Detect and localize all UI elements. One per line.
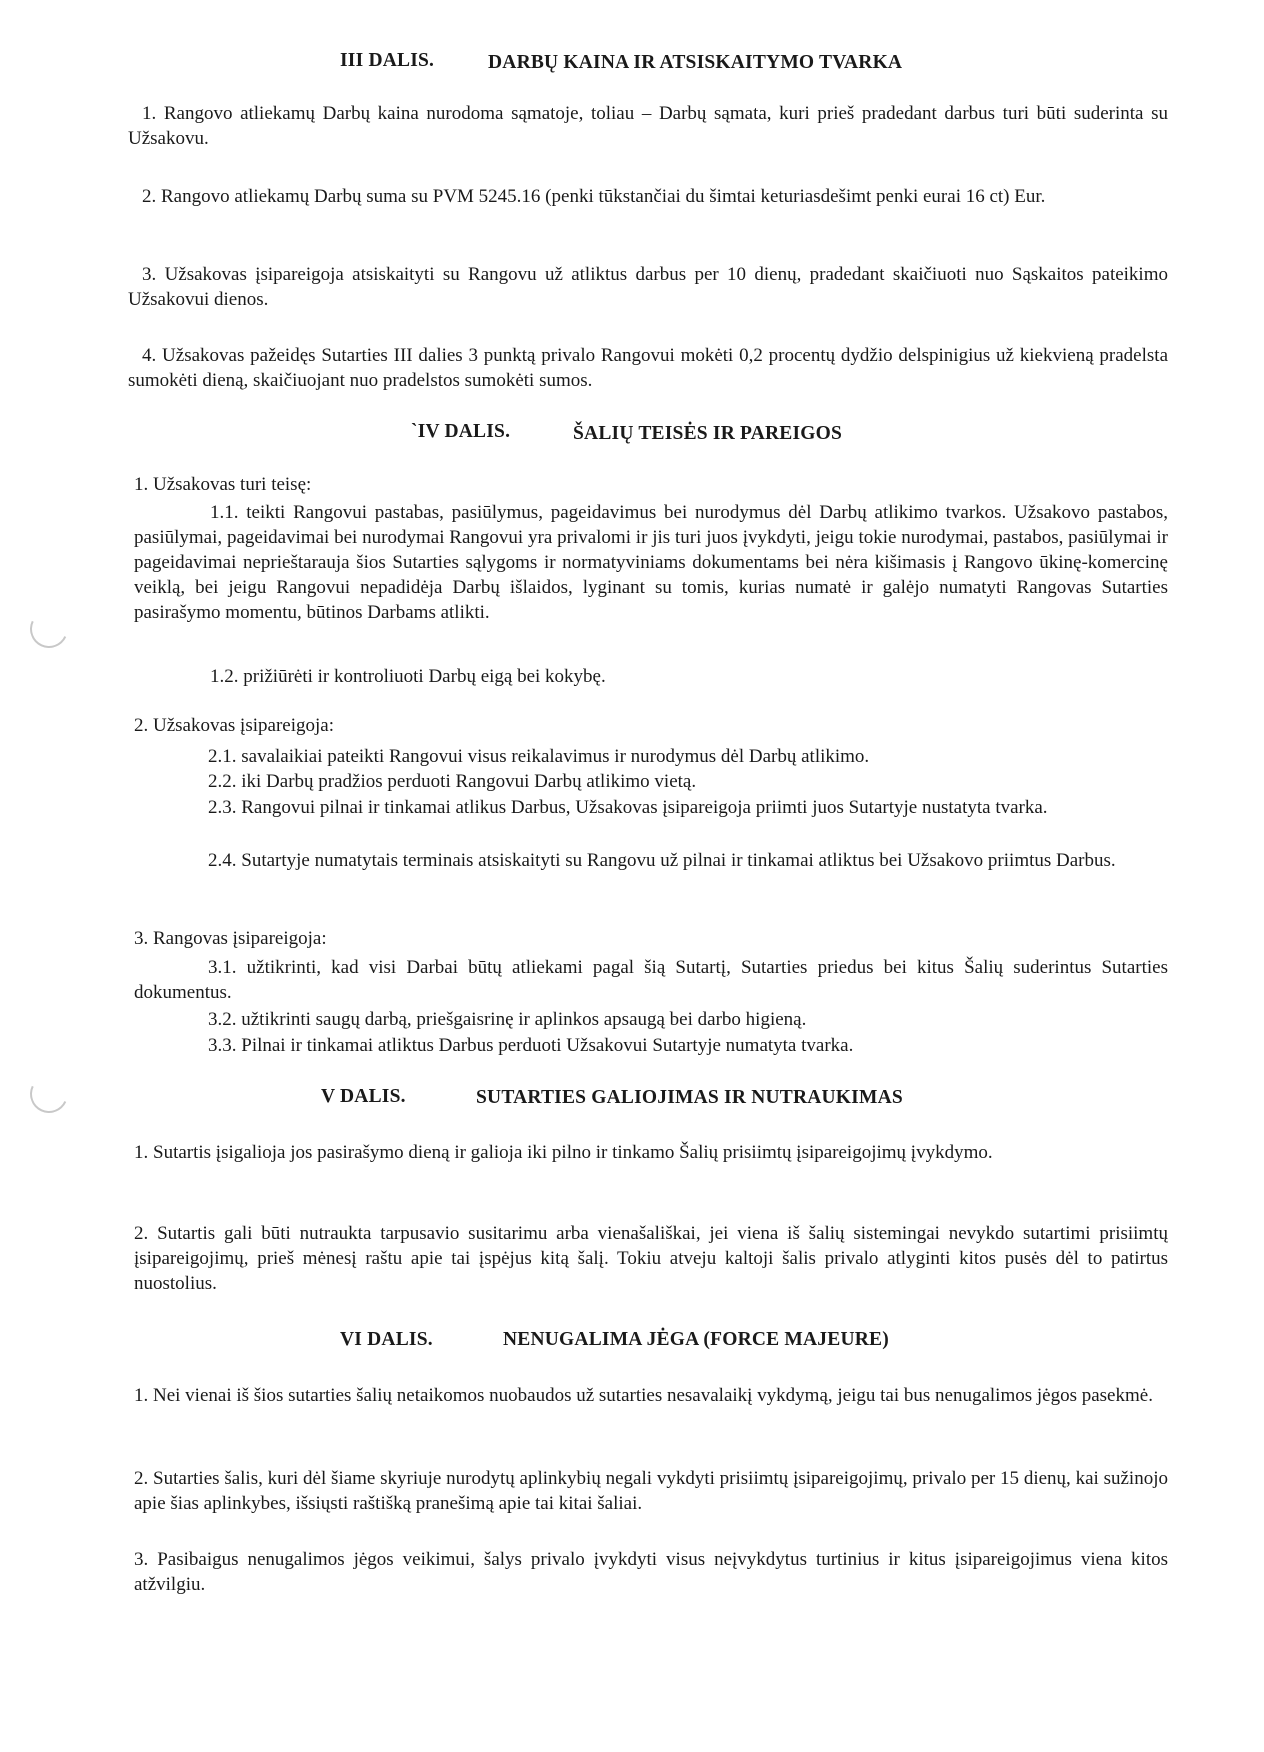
list-item: 3.3. Pilnai ir tinkamai atliktus Darbus perduoti Užsakovui Sutartyje numatyta tvarka. xyxy=(208,1035,854,1056)
paragraph: 2. Sutarties šalis, kuri dėl šiame skyriuje nurodytų aplinkybių negali vykdyti prisiimtų įsipareigojimų, privalo per 15 dienų, kai sužinojo apie šias aplinkybes, išsiųsti raštišką pranešimą apie tai kitai šaliai. xyxy=(134,1468,1168,1514)
list-item: 2.4. Sutartyje numatytais terminais atsiskaityti su Rangovu už pilnai ir tinkamai atliktus bei Užsakovo priimtus Darbus. xyxy=(208,850,1116,871)
section-title: SUTARTIES GALIOJIMAS IR NUTRAUKIMAS xyxy=(476,1087,903,1108)
paragraph: 1. Rangovo atliekamų Darbų kaina nurodoma sąmatoje, toliau – Darbų sąmata, kuri prieš pradedant darbus turi būti suderinta su Užsakovu. xyxy=(128,103,1168,149)
paragraph: 2. Sutartis gali būti nutraukta tarpusavio susitarimu arba vienašališkai, jei viena iš šalių sistemingai nevykdo sutartimi prisiimtų įsipareigojimų, prieš mėnesį raštu apie tai įspėjus kitą šalį. Tokiu atveju kaltoji šalis privalo atlyginti kitos pusės dėl to patirtus nuostolius. xyxy=(134,1223,1168,1294)
subheading: 2. Užsakovas įsipareigoja: xyxy=(134,715,334,736)
section-heading xyxy=(340,1329,433,1351)
subheading: 3. Rangovas įsipareigoja: xyxy=(134,928,327,949)
paragraph: 3. Pasibaigus nenugalimos jėgos veikimui, šalys privalo įvykdyti visus neįvykdytus turtinius ir kitus įsipareigojimus viena kitos atžvilgiu. xyxy=(134,1549,1168,1595)
punch-hole-mark xyxy=(25,605,74,654)
section-title: NENUGALIMA JĖGA (FORCE MAJEURE) xyxy=(503,1329,889,1350)
paragraph: 1. Nei vienai iš šios sutarties šalių netaikomos nuobaudos už sutarties nesavalaikį vykdymą, jeigu tai bus nenugalimos jėgos pasekmė. xyxy=(134,1385,1153,1406)
section-title: ŠALIŲ TEISĖS IR PAREIGOS xyxy=(573,423,843,444)
list-item: 2.1. savalaikiai pateikti Rangovui visus reikalavimus ir nurodymus dėl Darbų atlikimo. xyxy=(208,746,870,767)
section-number: VI DALIS. xyxy=(340,1329,433,1350)
list-item: 1.2. prižiūrėti ir kontroliuoti Darbų eigą bei kokybę. xyxy=(210,666,606,687)
section-heading xyxy=(411,421,510,443)
section-number: V DALIS. xyxy=(321,1086,406,1107)
paragraph: 1.1. teikti Rangovui pastabas, pasiūlymus, pageidavimus bei nurodymus dėl Darbų atlikimo tvarkos. Užsakovo pastabos, pasiūlymai, pageidavimai bei nurodymai Rangovui yra privalomi ir jis turi juos įvykdyti, jeigu tokie nurodymai, pastabos, pasiūlymai ir pageidavimai neprieštarauja šios Sutarties sąlygoms ir normatyviniams dokumentams bei nėra kišimasis į Rangovo ūkinę-komercinę veiklą, bei jeigu Rangovui nepadidėja Darbų išlaidos, lyginant su tomis, kurias numatė ir galėjo numatyti Rangovas Sutarties pasirašymo momentu, būtinos Darbams atlikti. xyxy=(134,502,1168,623)
paragraph: 3.1. užtikrinti, kad visi Darbai būtų atliekami pagal šią Sutartį, Sutarties priedus bei kitus Šalių suderintus Sutarties dokumentus. xyxy=(134,957,1168,1003)
paragraph: 4. Užsakovas pažeidęs Sutarties III dalies 3 punktą privalo Rangovui mokėti 0,2 procentų dydžio delspinigius už kiekvieną pradelsta sumokėti dieną, skaičiuojant nuo pradelstos sumokėti sumos. xyxy=(128,345,1168,391)
section-heading xyxy=(321,1086,406,1108)
paragraph: 2. Rangovo atliekamų Darbų suma su PVM 5245.16 (penki tūkstančiai du šimtai keturiasdešimt penki eurai 16 ct) Eur. xyxy=(142,186,1046,207)
subheading: 1. Užsakovas turi teisę: xyxy=(134,474,312,495)
section-heading xyxy=(340,50,434,72)
section-number: `IV DALIS. xyxy=(411,421,511,442)
section-number: III DALIS. xyxy=(340,50,435,71)
list-item: 3.2. užtikrinti saugų darbą, priešgaisrinę ir aplinkos apsaugą bei darbo higieną. xyxy=(208,1009,807,1030)
section-title: DARBŲ KAINA IR ATSISKAITYMO TVARKA xyxy=(488,52,903,73)
paragraph: 1. Sutartis įsigalioja jos pasirašymo dieną ir galioja iki pilno ir tinkamo Šalių prisiimtų įsipareigojimų įvykdymo. xyxy=(134,1142,993,1163)
punch-hole-mark xyxy=(25,1070,74,1119)
list-item: 2.3. Rangovui pilnai ir tinkamai atlikus Darbus, Užsakovas įsipareigoja priimti juos Sutartyje nustatyta tvarka. xyxy=(208,797,1048,818)
paragraph: 3. Užsakovas įsipareigoja atsiskaityti su Rangovu už atliktus darbus per 10 dienų, pradedant skaičiuoti nuo Sąskaitos pateikimo Užsakovui dienos. xyxy=(128,264,1168,310)
list-item: 2.2. iki Darbų pradžios perduoti Rangovui Darbų atlikimo vietą. xyxy=(208,771,697,792)
